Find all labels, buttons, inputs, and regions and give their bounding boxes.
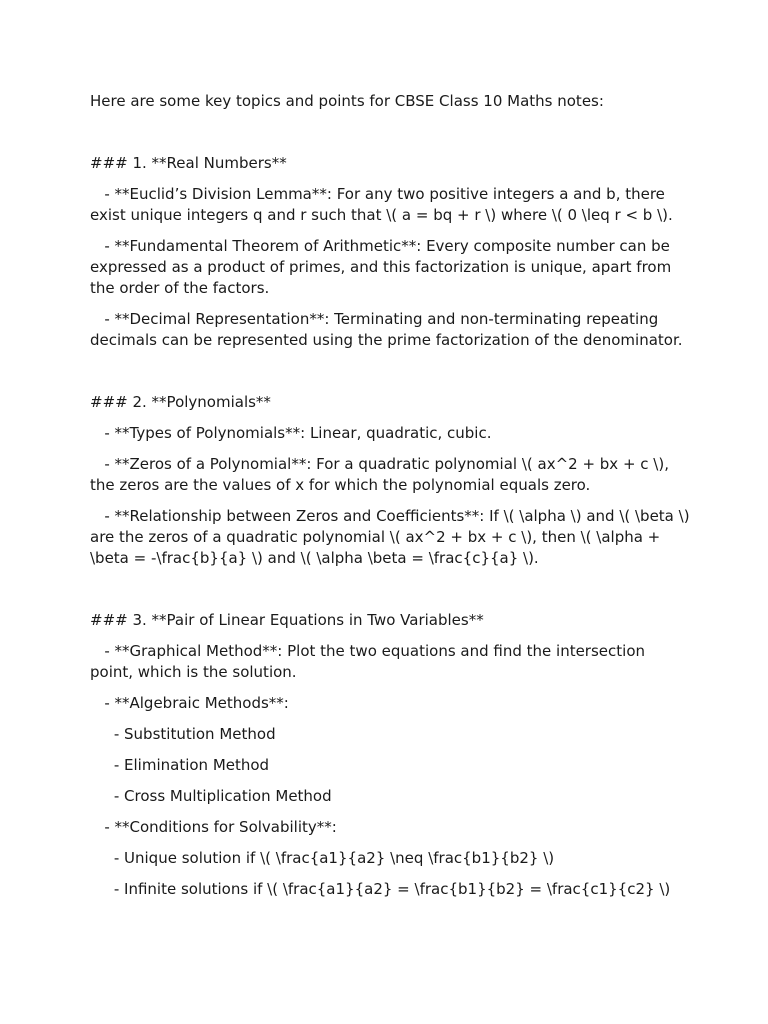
spacer — [90, 361, 690, 392]
section-line: - **Decimal Representation**: Terminating and non-terminating repeating decimals can be represented using the prime factorization of the denominator. — [90, 310, 683, 349]
spacer — [90, 579, 690, 610]
section-line: - Substitution Method — [90, 725, 276, 743]
section-line: - **Conditions for Solvability**: — [90, 818, 337, 836]
section-line: - Infinite solutions if \( \frac{a1}{a2} = \frac{b1}{b2} = \frac{c1}{c2} \) — [90, 880, 671, 898]
section-line: - Elimination Method — [90, 756, 270, 774]
section-heading-linear-equations: ### 3. **Pair of Linear Equations in Two Variables** — [90, 611, 484, 629]
section-line: - Cross Multiplication Method — [90, 787, 332, 805]
section-heading-real-numbers: ### 1. **Real Numbers** — [90, 154, 287, 172]
section-line: - **Graphical Method**: Plot the two equations and find the intersection point, which is the solution. — [90, 642, 650, 681]
section-line: - **Euclid’s Division Lemma**: For any two positive integers a and b, there exist unique integers q and r such that \( a = bq + r \) where \( 0 \leq r < b \). — [90, 185, 673, 224]
section-line: - **Algebraic Methods**: — [90, 694, 289, 712]
section-line: - **Types of Polynomials**: Linear, quadratic, cubic. — [90, 424, 492, 442]
section-line: - **Zeros of a Polynomial**: For a quadratic polynomial \( ax^2 + bx + c \), the zeros are the values of x for which the polynomial equals zero. — [90, 455, 674, 494]
document-page — [90, 91, 695, 910]
spacer — [90, 122, 690, 153]
intro-text: Here are some key topics and points for CBSE Class 10 Maths notes: — [90, 92, 604, 110]
section-heading-polynomials: ### 2. **Polynomials** — [90, 393, 271, 411]
section-line: - **Fundamental Theorem of Arithmetic**: Every composite number can be expressed as a product of primes, and this factorization is unique, apart from the order of the factors. — [90, 237, 676, 297]
section-line: - **Relationship between Zeros and Coefficients**: If \( \alpha \) and \( \beta \) are the zeros of a quadratic polynomial \( ax^2 + bx + c \), then \( \alpha + \beta = -\frac{b}{a} \) and \( \alpha \beta = \frac{c}{a} \). — [90, 507, 695, 567]
section-line: - Unique solution if \( \frac{a1}{a2} \neq \frac{b1}{b2} \) — [90, 849, 555, 867]
